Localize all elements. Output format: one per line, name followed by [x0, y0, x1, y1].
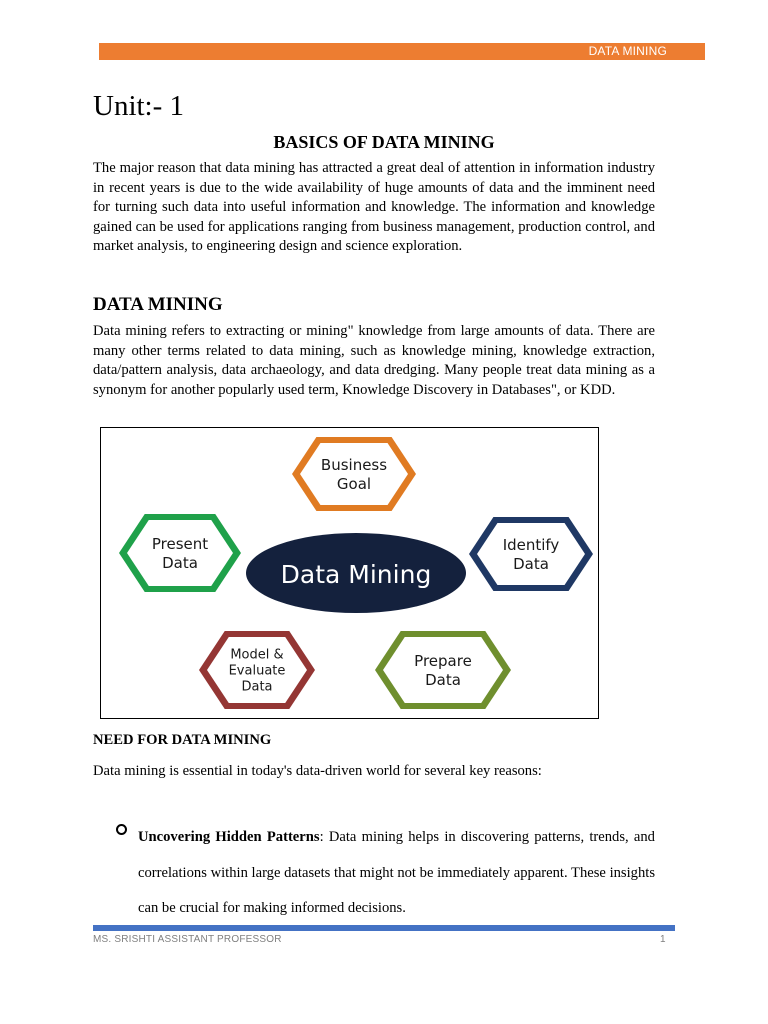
footer-line: [93, 925, 675, 931]
header-bar: [99, 43, 705, 60]
node-identify-data: [469, 517, 593, 591]
node-business-goal: [292, 437, 416, 511]
node-model-evaluate-data: [199, 631, 315, 709]
hollow-circle-bullet-icon: [116, 824, 127, 835]
need-paragraph: Data mining is essential in today's data-driven world for several key reasons:: [93, 763, 542, 779]
node-label: Data: [425, 670, 461, 689]
unit-title: Unit:- 1: [93, 90, 185, 122]
node-label: Identify: [502, 535, 560, 554]
diagram-svg: [101, 428, 600, 720]
data-mining-paragraph: Data mining refers to extracting or mining" knowledge from large amounts of data. There are many other terms related to data mining, such as knowledge mining, knowledge extraction, data/pattern analysis, data archaeology, and data dredging. Many people treat data mining as a synonym for another popularly used term, Knowledge Discovery in Databases", or KDD.: [93, 323, 655, 398]
node-label: Data: [241, 679, 273, 695]
center-label: Data Mining: [280, 560, 432, 589]
bullet-title: Uncovering Hidden Patterns: [138, 829, 320, 845]
footer-page-number: 1: [660, 934, 666, 945]
node-prepare-data: [375, 631, 511, 709]
bullet-item: [138, 820, 655, 927]
need-heading: NEED FOR DATA MINING: [93, 732, 272, 748]
intro-paragraph: The major reason that data mining has attracted a great deal of attention in information industry in recent years is due to the wide availability of huge amounts of data and the imminent need for turning such data into useful information and knowledge. The information and knowledge gained can be used for applications ranging from business management, production control, and market analysis, to engineering design and science exploration.: [93, 160, 655, 255]
node-label: Prepare: [414, 651, 472, 670]
node-label: Present: [151, 534, 209, 553]
node-label: Model &: [230, 647, 284, 663]
data-mining-heading: DATA MINING: [93, 294, 223, 315]
node-label: Data: [513, 554, 549, 573]
node-present-data: [119, 514, 241, 592]
header-label: DATA MINING: [588, 44, 667, 58]
node-label: Goal: [336, 474, 372, 493]
node-label: Business: [320, 455, 388, 474]
footer-author: MS. SRISHTI ASSISTANT PROFESSOR: [93, 934, 282, 945]
node-label: Evaluate: [228, 663, 286, 679]
section-title: BASICS OF DATA MINING: [273, 132, 495, 152]
node-label: Data: [162, 553, 198, 572]
data-mining-diagram: [100, 427, 599, 719]
bullet-body: : Data mining helps in discovering patterns, trends, and correlations within large datasets that might not be immediately apparent. These insights can be crucial for making informed decisions.: [138, 829, 655, 916]
